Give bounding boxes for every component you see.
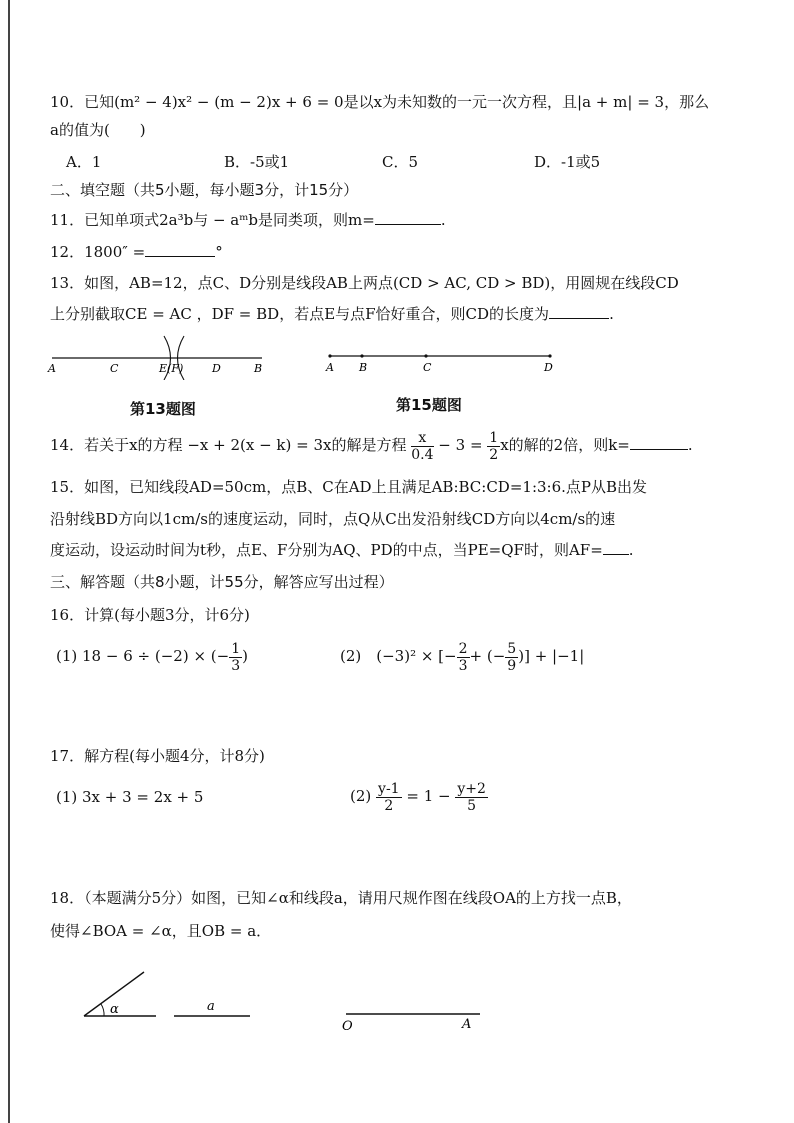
fig13-caption: 第13题图: [130, 400, 196, 418]
q14-frac1-num: x: [411, 430, 433, 447]
q18-line1: 18．（本题满分5分）如图，已知∠α和线段a，请用尺规作图在线段OA的上方找一点B，: [50, 889, 632, 907]
q16-part1: [56, 638, 248, 674]
q13-line2: [50, 304, 614, 324]
q14-answer-blank: [630, 435, 688, 450]
fig15-label-c: C: [423, 361, 432, 374]
q17-title: 17．解方程(每小题4分，计8分): [50, 747, 265, 765]
q14-frac2-num: 1: [489, 429, 499, 446]
q10-option-d: D．-1或5: [534, 153, 601, 171]
q14-pre: 14．若关于x的方程 −x + 2(x − k) = 3x的解是方程: [50, 436, 407, 454]
fig13-label-d: D: [212, 362, 221, 375]
figure-18: [70, 960, 490, 1040]
q14-fraction-half: [487, 430, 500, 463]
q15-answer-blank: [603, 540, 629, 555]
q16-p2-mid: + (−: [469, 647, 506, 665]
q16-p2-frac1-den: 3: [458, 657, 468, 674]
q12-end: °: [215, 243, 223, 261]
fig18-label-a-point: A: [462, 1017, 472, 1032]
q11-end: .: [440, 211, 446, 229]
q17-p2-frac2-den: 5: [467, 797, 477, 814]
fig13-label-a: A: [48, 362, 56, 375]
q12: [50, 242, 223, 262]
q12-answer-blank: [145, 242, 215, 257]
q15-line3: [50, 540, 634, 560]
fig18-label-alpha: α: [110, 1002, 119, 1017]
q15-line2: 沿射线BD方向以1cm/s的速度运动，同时，点Q从C出发沿射线CD方向以4cm/s的速: [50, 510, 616, 528]
fig18-label-o: O: [342, 1019, 353, 1034]
q11-answer-blank: [375, 210, 441, 225]
q16-p2-fraction2: [505, 641, 518, 674]
q16-part2: [340, 638, 584, 674]
q16-p1-post: ): [242, 647, 248, 665]
q17-p2-frac2-num: y+2: [457, 780, 486, 797]
q18-line2: 使得∠BOA = ∠α，且OB = a．: [50, 922, 272, 940]
q13-end: .: [609, 305, 614, 323]
q14-post: x的解的2倍，则k=: [500, 436, 630, 454]
figure-15: [322, 340, 562, 380]
q16-p2-frac1-num: 2: [458, 640, 468, 657]
q17-p2-frac1-num: y-1: [378, 780, 400, 797]
q14: [50, 428, 693, 463]
q10-option-c: C．5: [382, 153, 419, 171]
q11: [50, 210, 446, 230]
q13-answer-blank: [549, 304, 609, 319]
q16-p1-frac-num: 1: [231, 640, 241, 657]
q10-line1: 10．已知(m² − 4)x² − (m − 2)x + 6 = 0是以x为未知数的一元一次方程，且|a + m| = 3，那么: [50, 93, 710, 111]
q17-p2-pre: (2): [350, 787, 372, 805]
q16-p2-post: )] + |−1|: [518, 647, 585, 665]
page-border-line: [8, 0, 10, 1123]
q12-text: 12．1800″ =: [50, 243, 146, 261]
q13-line2-text: 上分别截取CE = AC ，DF = BD，若点E与点F恰好重合，则CD的长度为: [50, 305, 550, 323]
q16-title: 16．计算(每小题3分，计6分): [50, 606, 250, 624]
q16-p1-pre: (1) 18 − 6 ÷ (−2) × (−: [56, 647, 230, 665]
q17-p2-mid: = 1 −: [406, 787, 451, 805]
fig18-label-a: a: [207, 999, 215, 1014]
q17-p2-fraction1: [376, 781, 402, 814]
q17-part1: (1) 3x + 3 = 2x + 5: [56, 788, 204, 806]
fig15-label-b: B: [359, 361, 368, 374]
section-3-heading: 三、解答题（共8小题，计55分，解答应写出过程）: [50, 573, 394, 591]
q17-part2: [350, 776, 488, 816]
q17-p2-frac1-den: 2: [384, 797, 394, 814]
q16-p1-fraction: [229, 641, 242, 674]
q10-option-b: B．-5或1: [224, 153, 290, 171]
q16-p2-fraction1: [457, 641, 470, 674]
q10-option-a: A．1: [66, 153, 102, 171]
q14-frac2-den: 2: [489, 446, 499, 463]
q14-mid: − 3 =: [438, 436, 483, 454]
q15-end: .: [628, 541, 634, 559]
section-2-heading: 二、填空题（共5小题，每小题3分，计15分）: [50, 181, 359, 199]
figure-13: [44, 330, 274, 380]
fig15-label-d: D: [544, 361, 553, 374]
fig13-label-b: B: [254, 362, 263, 375]
q16-p2-frac2-den: 9: [507, 657, 517, 674]
q14-frac1-den: 0.4: [411, 446, 434, 463]
q15-line1: 15．如图，已知线段AD=50cm，点B、C在AD上且满足AB:BC:CD=1:3:6.点P从B出发: [50, 478, 648, 496]
fig13-label-ef: E(F): [159, 362, 184, 375]
q11-text: 11．已知单项式2a³b与 − aᵐb是同类项，则m=: [50, 211, 375, 229]
fig13-label-c: C: [110, 362, 119, 375]
q13-line1: 13．如图，AB=12，点C、D分别是线段AB上两点(CD > AC, CD > BD)，用圆规在线段CD: [50, 274, 679, 292]
fig15-label-a: A: [326, 361, 334, 374]
q14-fraction-x-over-0.4: [411, 430, 433, 463]
q16-p2-frac2-num: 5: [507, 640, 517, 657]
q15-line3-text: 度运动，设运动时间为t秒，点E、F分别为AQ、PD的中点，当PE=QF时，则AF=: [50, 541, 603, 559]
q10-line2: a的值为( ): [50, 121, 146, 139]
q14-end: .: [687, 436, 693, 454]
q16-p2-pre: (2) (−3)² × [−: [340, 647, 457, 665]
fig15-caption: 第15题图: [396, 396, 462, 414]
q16-p1-frac-den: 3: [231, 657, 241, 674]
q17-p2-fraction2: [455, 781, 488, 814]
